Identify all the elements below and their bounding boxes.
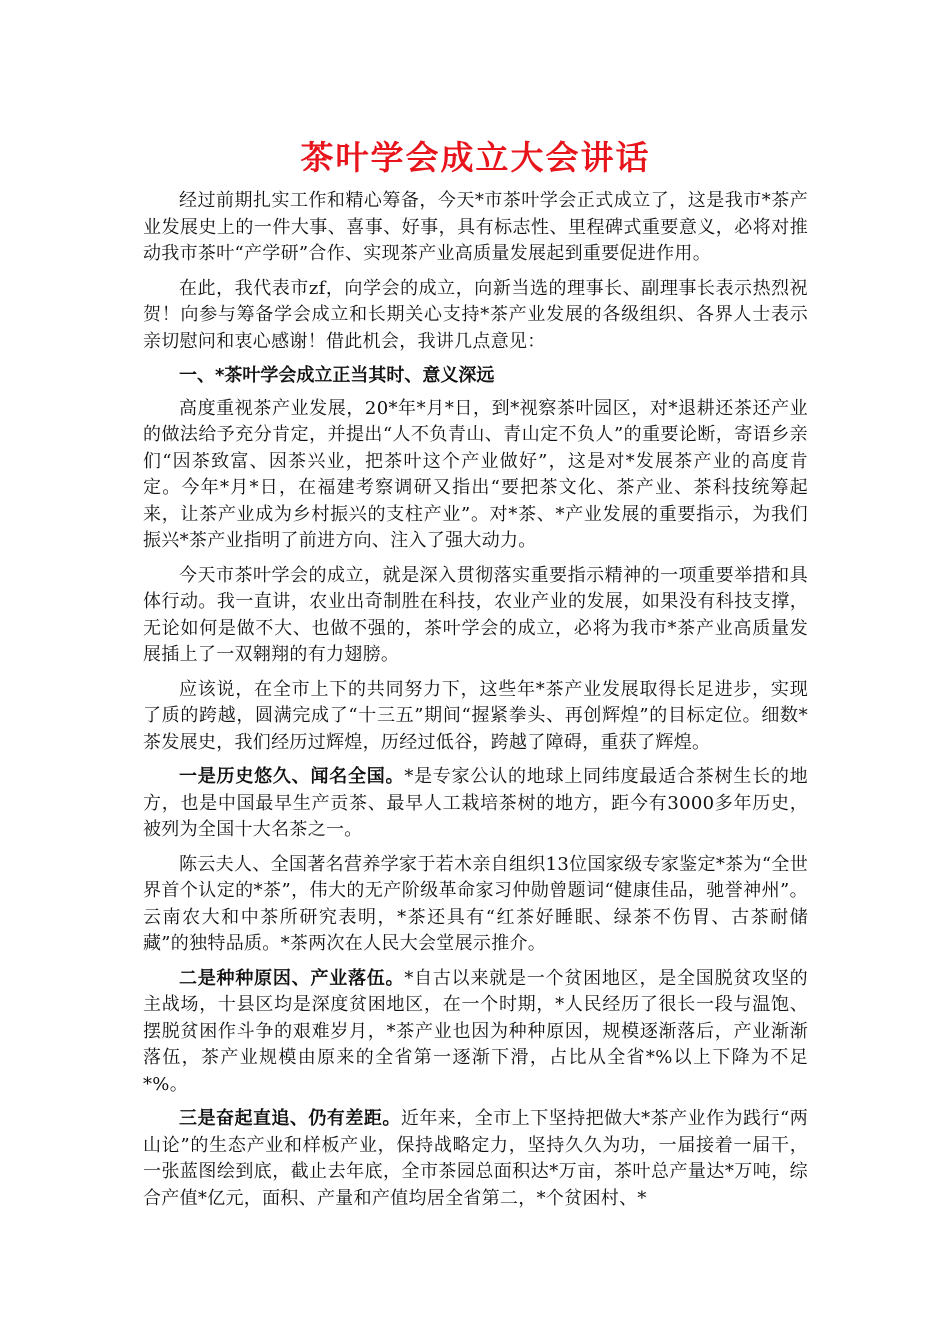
paragraph-5: 应该说，在全市上下的共同努力下，这些年*茶产业发展取得长足进步，实现了质的跨越，圆满完成了“十三五”期间“握紧拳头、再创辉煌”的目标定位。细数*茶发展史，我们经历过辉煌，历经过低谷，跨越了障碍，重获了辉煌。 xyxy=(143,678,808,753)
point-2-body: *自古以来就是一个贫困地区，是全国脱贫攻坚的主战场，十县区均是深度贫困地区，在一个时期，*人民经历了很长一段与温饱、摆脱贫困作斗争的艰难岁月，*茶产业也因为种种原因，规模逐渐落后，产业渐渐落伍，茶产业规模由原来的全省第一逐渐下滑，占比从全省*%以上下降为不足*%。 xyxy=(143,967,808,1095)
paragraph-1: 经过前期扎实工作和精心筹备，今天*市茶叶学会正式成立了，这是我市*茶产业发展史上的一件大事、喜事、好事，具有标志性、里程碑式重要意义，必将对推动我市茶叶“产学研”合作、实现茶产业高质量发展起到重要促进作用。 xyxy=(143,190,808,264)
document-title: 茶叶学会成立大会讲话 xyxy=(300,138,651,177)
point-1-body: *是专家公认的地球上同纬度最适合茶树生长的地方，也是中国最早生产贡茶、最早人工栽培茶树的地方，距今有3000多年历史，被列为全国十大名茶之一。 xyxy=(143,766,808,840)
document-page xyxy=(143,130,808,1220)
paragraph-4: 今天市茶叶学会的成立，就是深入贯彻落实重要指示精神的一项重要举措和具体行动。我一直讲，农业出奇制胜在科技，农业产业的发展，如果没有科技支撑，无论如何是做不大、也做不强的，茶叶学会的成立，必将为我市*茶产业高质量发展插上了一双翱翔的有力翅膀。 xyxy=(143,564,808,665)
paragraph-6 xyxy=(143,764,808,844)
section-heading-1: 一、*茶叶学会成立正当其时、意义深远 xyxy=(179,365,495,386)
paragraph-9 xyxy=(143,1106,808,1212)
paragraph-3: 高度重视茶产业发展，20*年*月*日，到*视察茶叶园区，对*退耕还茶还产业的做法给予充分肯定，并提出“人不负青山、青山定不负人”的重要论断，寄语乡亲们“因茶致富、因茶兴业，把茶叶这个产业做好”，这是对*发展茶产业的高度肯定。今年*月*日，在福建考察调研又指出“要把茶文化、茶产业、茶科技统筹起来，让茶产业成为乡村振兴的支柱产业”。对*茶、*产业发展的重要指示，为我们振兴*茶产业指明了前进方向、注入了强大动力。 xyxy=(143,397,808,551)
point-2-lead: 二是种种原因、产业落伍。 xyxy=(179,967,405,989)
point-3-lead: 三是奋起直追、仍有差距。 xyxy=(179,1108,401,1129)
point-1-lead: 一是历史悠久、闻名全国。 xyxy=(179,766,405,787)
paragraph-8 xyxy=(143,966,808,1099)
point-3-body: 近年来，全市上下坚持把做大*茶产业作为践行“两山论”的生态产业和样板产业，保持战略定力，坚持久久为功，一届接着一届干，一张蓝图绘到底，截止去年底，全市茶园总面积达*万亩，茶叶总产量达*万吨，综合产值*亿元，面积、产量和产值均居全省第二，*个贫困村、* xyxy=(143,1108,808,1209)
paragraph-7: 陈云夫人、全国著名营养学家于若木亲自组织13位国家级专家鉴定*茶为“全世界首个认定的*茶”，伟大的无产阶级革命家习仲勋曾题词“健康佳品，驰誉神州”。云南农大和中茶所研究表明，*茶还具有“红茶好睡眠、绿茶不伤胃、古茶耐储藏”的独特品质。*茶两次在人民大会堂展示推介。 xyxy=(143,853,808,954)
paragraph-2: 在此，我代表市zf，向学会的成立，向新当选的理事长、副理事长表示热烈祝贺！向参与筹备学会成立和长期关心支持*茶产业发展的各级组织、各界人士表示亲切慰问和衷心感谢！借此机会，我讲几点意见： xyxy=(143,277,808,352)
